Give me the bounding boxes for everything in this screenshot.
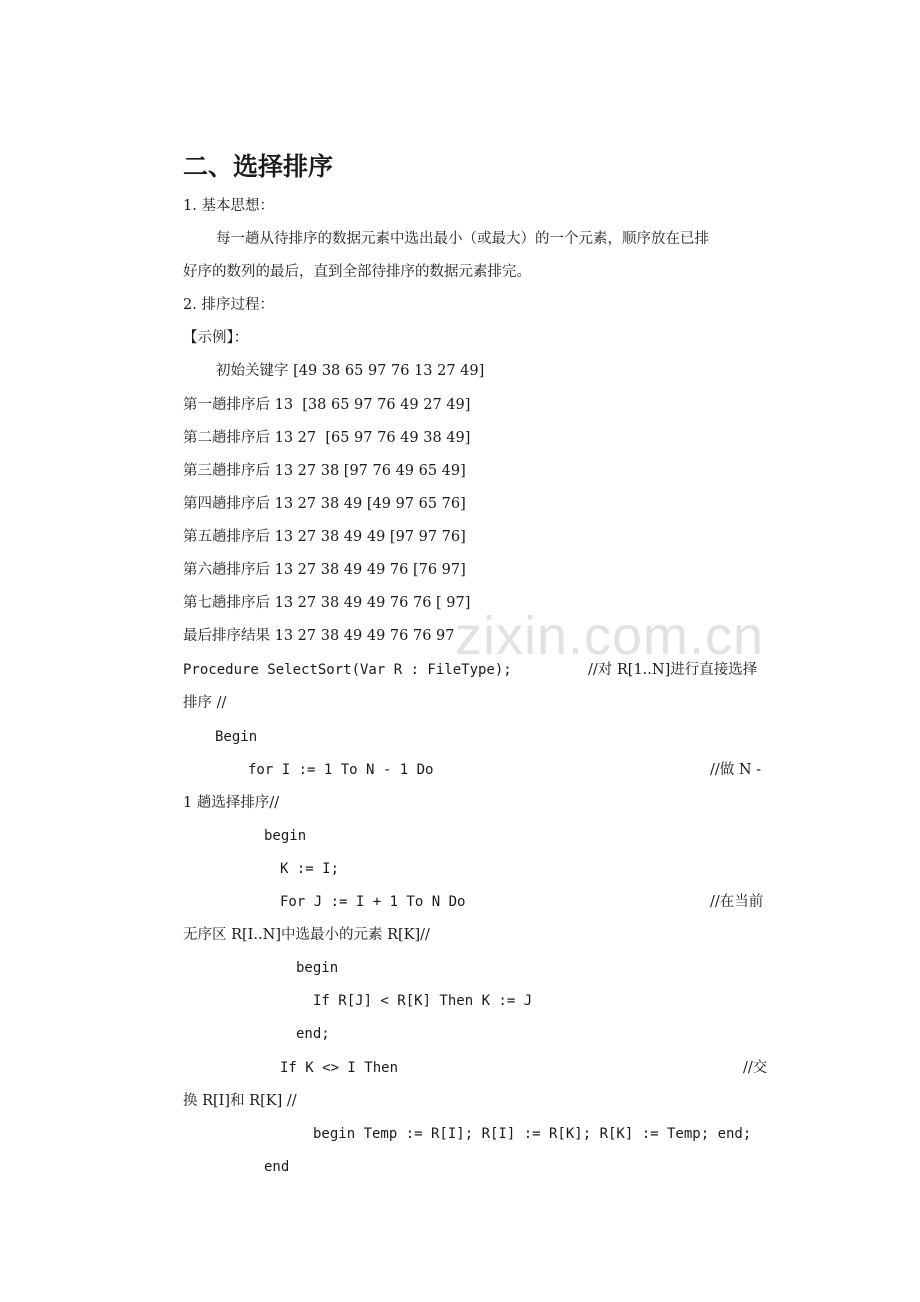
example-pass-7: 第七趟排序后 13 27 38 49 49 76 76 [ 97] [183,595,471,611]
idea-paragraph-line-2: 好序的数列的最后，直到全部待排序的数据元素排完。 [183,264,531,280]
code-comment-for-outer-cont: 1 趟选择排序// [183,795,280,811]
code-if-swap: If K <> I Then [280,1060,399,1076]
code-comment-for-inner-cont: 无序区 R[I..N]中选最小的元素 R[K]// [183,927,430,943]
code-begin-for: begin [264,828,307,844]
subsection-label-process: 2. 排序过程： [183,297,274,313]
example-pass-4: 第四趟排序后 13 27 38 49 [49 97 65 76] [183,496,466,512]
code-begin-inner: begin [296,960,339,976]
example-pass-3: 第三趟排序后 13 27 38 [97 76 49 65 49] [183,463,466,479]
example-pass-1: 第一趟排序后 13 [38 65 97 76 49 27 49] [183,397,471,413]
code-end-for: end [264,1159,290,1175]
watermark: zixin.com.cn [455,606,765,666]
code-assign-k: K := I; [280,861,340,877]
code-comment-for-inner: //在当前 [710,894,764,910]
section-heading: 二、选择排序 [183,152,334,181]
code-for-outer: for I := 1 To N - 1 Do [248,762,434,778]
code-comment-procedure: //对 R[1..N]进行直接选择 [588,662,758,678]
example-pass-5: 第五趟排序后 13 27 38 49 49 [97 97 76] [183,529,466,545]
code-procedure-header: Procedure SelectSort(Var R : FileType); [183,662,512,678]
code-comment-if-swap: //交 [743,1060,768,1076]
idea-paragraph-line-1: 每一趟从待排序的数据元素中选出最小（或最大）的一个元素，顺序放在已排 [216,231,709,247]
code-begin-outer: Begin [215,729,258,745]
code-if-less: If R[J] < R[K] Then K := J [313,993,533,1009]
code-comment-for-outer: //做 N - [710,762,762,778]
code-comment-procedure-cont: 排序 // [183,695,227,711]
example-pass-6: 第六趟排序后 13 27 38 49 49 76 [76 97] [183,562,466,578]
example-final-result: 最后排序结果 13 27 38 49 49 76 76 97 [183,628,455,644]
example-initial-keys: 初始关键字 [49 38 65 97 76 13 27 49] [216,363,485,379]
example-label: 【示例】： [183,330,249,346]
code-comment-if-swap-cont: 换 R[I]和 R[K] // [183,1093,297,1109]
code-swap-block: begin Temp := R[I]; R[I] := R[K]; R[K] := Temp; end; [313,1126,752,1142]
subsection-label-idea: 1. 基本思想： [183,198,274,214]
example-pass-2: 第二趟排序后 13 27 [65 97 76 49 38 49] [183,430,471,446]
code-for-inner: For J := I + 1 To N Do [280,894,466,910]
code-end-inner: end; [296,1026,330,1042]
